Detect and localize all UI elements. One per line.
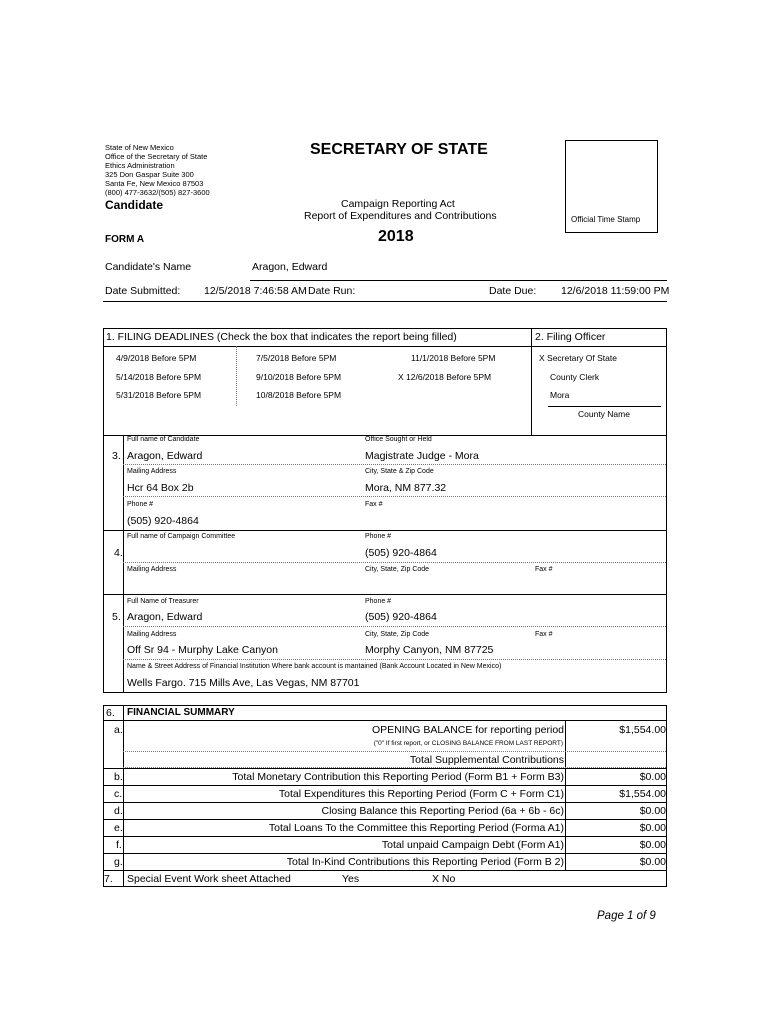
field-label: City, State, Zip Code bbox=[365, 631, 430, 638]
row-letter: g. bbox=[114, 856, 123, 868]
candidate-heading: Candidate bbox=[105, 198, 164, 212]
divider bbox=[123, 659, 666, 660]
divider bbox=[103, 346, 667, 347]
summary-value: $1,554.00 bbox=[619, 788, 666, 800]
divider bbox=[103, 886, 667, 887]
divider bbox=[123, 496, 666, 497]
divider bbox=[103, 692, 667, 693]
divider bbox=[103, 785, 667, 786]
field-label: Full Name of Treasurer bbox=[127, 598, 199, 605]
summary-value: $0.00 bbox=[639, 839, 666, 851]
special-event-label: Special Event Work sheet Attached bbox=[127, 873, 291, 885]
summary-label: OPENING BALANCE for reporting period bbox=[372, 724, 564, 736]
field-label: Fax # bbox=[535, 566, 553, 573]
field-label: Name & Street Address of Financial Institution Where bank account is mantained (Bank Account Located in New Mexico) bbox=[127, 663, 502, 670]
divider bbox=[531, 328, 532, 435]
field-label: Office Sought or Held bbox=[365, 436, 432, 443]
divider bbox=[103, 705, 104, 887]
field-label: Fax # bbox=[365, 501, 383, 508]
divider bbox=[103, 819, 667, 820]
date-submitted-value: 12/5/2018 7:46:58 AM bbox=[204, 285, 307, 297]
divider bbox=[103, 705, 667, 706]
summary-value: $0.00 bbox=[639, 856, 666, 868]
treasurer-name: Aragon, Edward bbox=[127, 611, 203, 623]
deadline-option[interactable]: 9/10/2018 Before 5PM bbox=[256, 372, 342, 382]
summary-label: Total Loans To the Committee this Reporting Period (Forma A1) bbox=[268, 822, 564, 834]
divider bbox=[103, 301, 667, 302]
county-name-label: County Name bbox=[578, 409, 630, 419]
candidate-city: Mora, NM 877.32 bbox=[365, 482, 447, 494]
report-year: 2018 bbox=[378, 228, 414, 245]
summary-label: Total Monetary Contribution this Reporting Period (Form B1 + Form B3) bbox=[232, 771, 564, 783]
divider bbox=[103, 802, 667, 803]
divider bbox=[123, 626, 666, 627]
address-line: (800) 477-3632/(505) 827-3600 bbox=[105, 188, 210, 197]
row-letter: c. bbox=[114, 788, 123, 800]
address-line: State of New Mexico bbox=[105, 143, 174, 152]
summary-value: $1,554.00 bbox=[619, 724, 666, 736]
page-number: Page 1 of 9 bbox=[597, 910, 656, 922]
divider bbox=[666, 705, 667, 887]
filing-deadlines-title: 1. FILING DEADLINES (Check the box that indicates the report being filled) bbox=[106, 331, 457, 343]
divider bbox=[666, 435, 667, 693]
treasurer-phone: (505) 920-4864 bbox=[365, 611, 437, 623]
divider bbox=[103, 836, 667, 837]
report-name: Report of Expenditures and Contributions bbox=[304, 210, 497, 222]
row-letter: f. bbox=[116, 839, 122, 851]
committee-phone: (505) 920-4864 bbox=[365, 547, 437, 559]
divider bbox=[123, 751, 666, 752]
candidate-phone: (505) 920-4864 bbox=[127, 515, 199, 527]
bank-institution: Wells Fargo. 715 Mills Ave, Las Vegas, NM 87701 bbox=[127, 677, 360, 689]
divider bbox=[103, 768, 667, 769]
divider bbox=[123, 435, 124, 692]
candidate-name-value: Aragon, Edward bbox=[252, 261, 328, 273]
row-letter: b. bbox=[114, 771, 123, 783]
filing-officer-title: 2. Filing Officer bbox=[535, 331, 606, 343]
field-label: Phone # bbox=[127, 501, 154, 508]
field-label: Fax # bbox=[535, 631, 553, 638]
divider bbox=[666, 328, 667, 435]
special-event-yes[interactable]: Yes bbox=[342, 873, 360, 885]
divider bbox=[103, 853, 667, 854]
divider bbox=[103, 870, 667, 871]
divider bbox=[548, 406, 661, 407]
divider bbox=[103, 328, 104, 693]
act-name: Campaign Reporting Act bbox=[341, 198, 455, 210]
divider bbox=[565, 720, 566, 870]
treasurer-mailing-address: Off Sr 94 - Murphy Lake Canyon bbox=[127, 644, 278, 656]
officer-option[interactable]: County Clerk bbox=[550, 372, 600, 382]
opening-note: ("0" If first report, or CLOSING BALANCE FROM LAST REPORT) bbox=[373, 740, 563, 747]
address-line: Office of the Secretary of State bbox=[105, 152, 208, 161]
date-due-value: 12/6/2018 11:59:00 PM bbox=[561, 285, 670, 297]
summary-label: Total unpaid Campaign Debt (Form A1) bbox=[381, 839, 564, 851]
candidate-full-name: Aragon, Edward bbox=[127, 450, 203, 462]
officer-county-value: Mora bbox=[550, 390, 570, 400]
deadline-option[interactable]: 4/9/2018 Before 5PM bbox=[116, 353, 197, 363]
section-number: 7. bbox=[104, 873, 113, 885]
field-label: Full name of Campaign Committee bbox=[127, 533, 236, 540]
section-number: 6. bbox=[106, 707, 115, 719]
divider bbox=[236, 346, 237, 406]
field-label: Phone # bbox=[365, 598, 392, 605]
address-line: 325 Don Gaspar Suite 300 bbox=[105, 170, 194, 179]
deadline-option[interactable]: 5/31/2018 Before 5PM bbox=[116, 390, 202, 400]
deadline-option[interactable]: 5/14/2018 Before 5PM bbox=[116, 372, 202, 382]
summary-value: $0.00 bbox=[639, 805, 666, 817]
treasurer-city: Morphy Canyon, NM 87725 bbox=[365, 644, 494, 656]
field-label: Mailing Address bbox=[127, 631, 177, 638]
address-line: Ethics Administration bbox=[105, 161, 175, 170]
divider bbox=[103, 720, 667, 721]
row-letter: e. bbox=[114, 822, 123, 834]
candidate-name-label: Candidate's Name bbox=[105, 261, 192, 273]
deadline-option[interactable]: 11/1/2018 Before 5PM bbox=[411, 353, 496, 363]
section-number: 3. bbox=[112, 450, 121, 462]
field-label: City, State, Zip Code bbox=[365, 566, 430, 573]
divider bbox=[123, 562, 666, 563]
field-label: Full name of Candidate bbox=[127, 436, 200, 443]
summary-label: Total Expenditures this Reporting Period (Form C + Form C1) bbox=[278, 788, 564, 800]
office-sought: Magistrate Judge - Mora bbox=[365, 450, 479, 462]
special-event-no-selected[interactable]: X No bbox=[432, 873, 456, 885]
address-line: Santa Fe, New Mexico 87503 bbox=[105, 179, 204, 188]
row-letter: d. bbox=[114, 805, 123, 817]
deadline-option-selected[interactable]: X 12/6/2018 Before 5PM bbox=[398, 372, 492, 382]
divider bbox=[123, 705, 124, 887]
divider bbox=[103, 530, 667, 531]
deadline-option[interactable]: 10/8/2018 Before 5PM bbox=[256, 390, 342, 400]
field-label: Mailing Address bbox=[127, 468, 177, 475]
candidate-mailing-address: Hcr 64 Box 2b bbox=[127, 482, 194, 494]
divider bbox=[103, 594, 667, 595]
date-run-label: Date Run: bbox=[308, 285, 356, 297]
financial-summary-title: FINANCIAL SUMMARY bbox=[127, 707, 235, 718]
divider bbox=[103, 328, 667, 329]
officer-option-selected[interactable]: X Secretary Of State bbox=[539, 353, 617, 363]
section-number: 5. bbox=[112, 611, 121, 623]
stamp-label: Official Time Stamp bbox=[571, 215, 641, 224]
summary-label: Closing Balance this Reporting Period (6a + 6b - 6c) bbox=[321, 805, 564, 817]
section-number: 4. bbox=[114, 547, 123, 559]
supplemental-label: Total Supplemental Contributions bbox=[409, 754, 564, 766]
summary-label: Total In-Kind Contributions this Reporting Period (Form B 2) bbox=[286, 856, 564, 868]
field-label: City, State & Zip Code bbox=[365, 468, 434, 475]
date-due-label: Date Due: bbox=[489, 285, 537, 297]
field-label: Mailing Address bbox=[127, 566, 177, 573]
summary-value: $0.00 bbox=[639, 822, 666, 834]
page-title: SECRETARY OF STATE bbox=[310, 141, 488, 158]
sos-address bbox=[105, 143, 210, 197]
date-submitted-label: Date Submitted: bbox=[105, 285, 181, 297]
form-label: FORM A bbox=[105, 234, 145, 245]
deadline-option[interactable]: 7/5/2018 Before 5PM bbox=[256, 353, 337, 363]
divider bbox=[250, 280, 667, 281]
divider bbox=[123, 464, 666, 465]
summary-value: $0.00 bbox=[639, 771, 666, 783]
row-letter: a. bbox=[114, 724, 123, 736]
field-label: Phone # bbox=[365, 533, 392, 540]
